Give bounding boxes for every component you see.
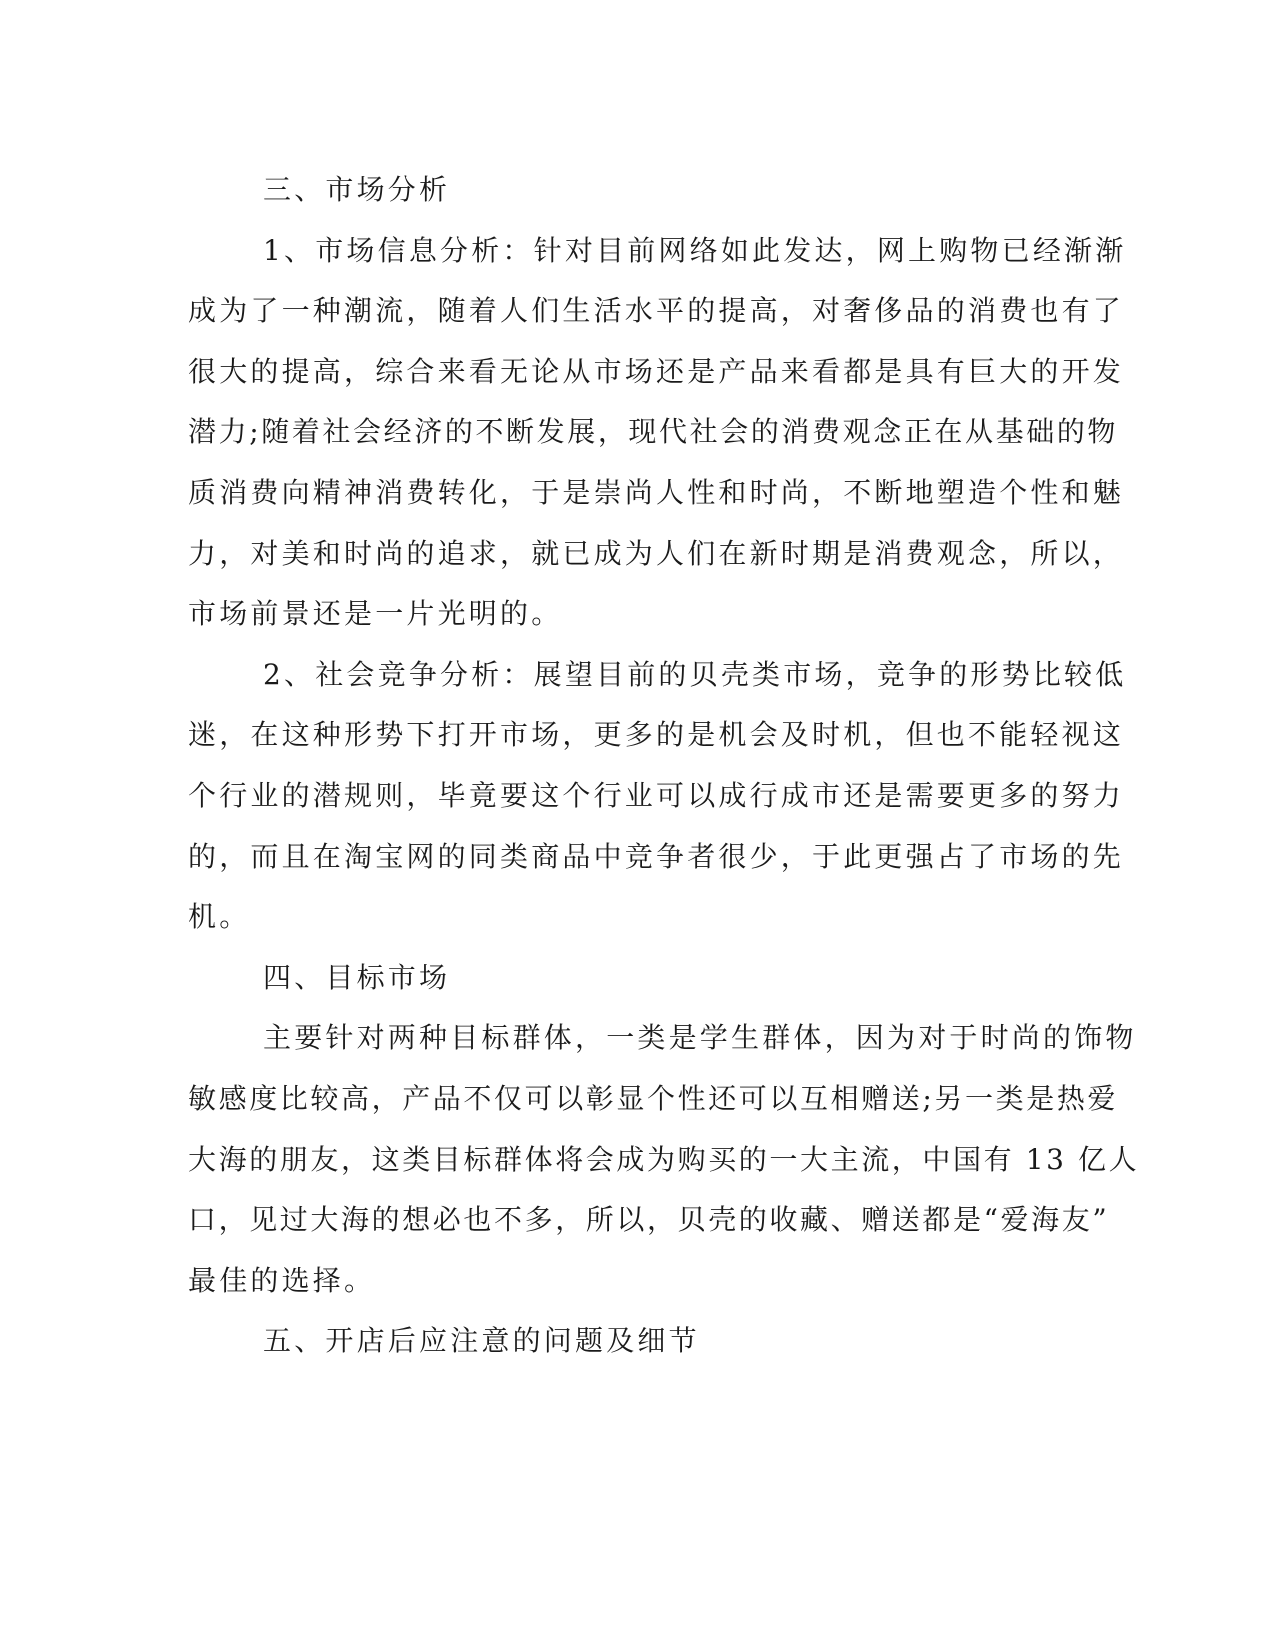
paragraph-line: 潜力;随着社会经济的不断发展，现代社会的消费观念正在从基础的物 [188, 415, 1119, 449]
paragraph-line: 很大的提高，综合来看无论从市场还是产品来看都是具有巨大的开发 [188, 354, 1125, 388]
paragraph-line: 敏感度比较高，产品不仅可以彰显个性还可以互相赠送;另一类是热爱 [188, 1081, 1119, 1115]
paragraph-line: 个行业的潜规则，毕竟要这个行业可以成行成市还是需要更多的努力 [188, 778, 1125, 812]
paragraph-line: 市场前景还是一片光明的。 [188, 597, 563, 631]
heading-market-analysis: 三、市场分析 [263, 173, 451, 206]
document-body [188, 160, 1140, 1372]
paragraph-line: 最佳的选择。 [188, 1263, 376, 1297]
heading-post-opening-issues: 五、开店后应注意的问题及细节 [263, 1324, 700, 1358]
paragraph-line: 成为了一种潮流，随着人们生活水平的提高，对奢侈品的消费也有了 [188, 294, 1125, 328]
paragraph-line: 的，而且在淘宝网的同类商品中竞争者很少，于此更强占了市场的先 [188, 839, 1125, 873]
paragraph-line: 大海的朋友，这类目标群体将会成为购买的一大主流，中国有 13 亿人 [188, 1142, 1140, 1176]
paragraph-line: 机。 [188, 900, 251, 934]
paragraph-line: 2、社会竞争分析：展望目前的贝壳类市场，竞争的形势比较低 [263, 657, 1127, 691]
paragraph-line: 质消费向精神消费转化，于是崇尚人性和时尚，不断地塑造个性和魅 [188, 475, 1125, 509]
paragraph-line: 1、市场信息分析：针对目前网络如此发达，网上购物已经渐渐 [263, 233, 1127, 267]
paragraph-line: 力，对美和时尚的追求，就已成为人们在新时期是消费观念，所以， [188, 536, 1125, 570]
paragraph-line: 口，见过大海的想必也不多，所以，贝壳的收藏、赠送都是“爱海友” [188, 1203, 1110, 1237]
paragraph-line: 迷，在这种形势下打开市场，更多的是机会及时机，但也不能轻视这 [188, 718, 1125, 752]
heading-target-market: 四、目标市场 [263, 960, 451, 994]
paragraph-line: 主要针对两种目标群体，一类是学生群体，因为对于时尚的饰物 [263, 1021, 1137, 1055]
